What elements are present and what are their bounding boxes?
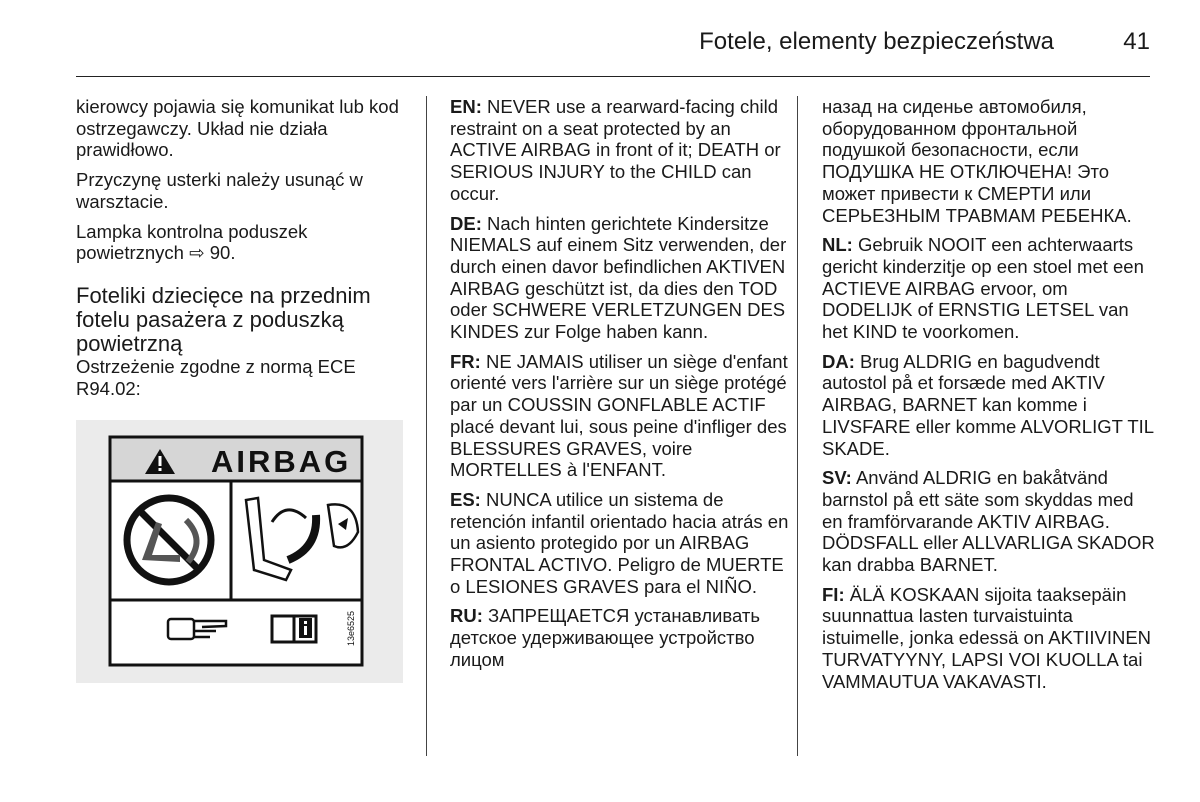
figure-code: 13e6525 xyxy=(346,610,356,646)
language-code: EN: xyxy=(450,96,482,117)
warning-text: ÄLÄ KOSKAAN sijoita taaksepäin suunnattua lasten turvaistuinta istuimelle, jonka edessä on AKTIIVINEN TURVATYYNY, LAPSI VOI KUOLLA tai VAMMAUTUA VAKAVASTI. xyxy=(822,583,1152,692)
language-code: DE: xyxy=(450,212,482,234)
column-2 xyxy=(450,96,790,679)
language-code: NL: xyxy=(822,234,853,256)
column-1 xyxy=(76,96,406,407)
warning-paragraph-continued xyxy=(822,96,1157,226)
warning-paragraph xyxy=(450,489,790,598)
subheading: Foteliki dziecięce na przednim fotelu pasażera z poduszką powietrzną xyxy=(76,282,371,356)
warning-text: Gebruik NOOIT een achterwaarts gericht kinderzitje op een stoel met een ACTIEVE AIRBAG ervoor, om DODELIJK of ERNSTIG LETSEL van het KIND te voorkomen. xyxy=(822,234,1144,343)
warning-paragraph xyxy=(450,96,790,205)
paragraph xyxy=(76,221,406,264)
language-code: SV: xyxy=(822,467,852,489)
warning-paragraph xyxy=(450,213,790,343)
warning-text: Brug ALDRIG en bagudvendt autostol på et forsæde med AKTIV AIRBAG, BARNET kan komme i LIVSFARE eller komme ALVORLIGT TIL SKADE. xyxy=(822,350,1154,459)
warning-text: назад на сиденье автомобиля, оборудованном фронтальной подушкой безопасности, если ПОДУШКА НЕ ОТКЛЮЧЕНА! Это может привести к СМЕРТИ или СЕРЬЕЗНЫМ ТРАВМАМ РЕБЕНКА. xyxy=(822,96,1132,226)
warning-paragraph xyxy=(822,234,1157,343)
warning-paragraph xyxy=(450,605,790,670)
warning-text: Använd ALDRIG en bakåtvänd barnstol på ett säte som skyddas med en framförvarande AKTIV AIRBAG. DÖDSFALL eller ALLVARLIGA SKADOR kan drabba BARNET. xyxy=(822,467,1155,576)
warning-paragraph xyxy=(822,584,1157,693)
airbag-label-text: AIRBAG xyxy=(211,444,352,479)
paragraph: Ostrzeżenie zgodne z normą ECE R94.02: xyxy=(76,355,356,399)
column-divider xyxy=(426,96,427,756)
language-code: FI: xyxy=(822,583,845,605)
warning-text: NE JAMAIS utiliser un siège d'enfant orienté vers l'arrière sur un siège protégé par un COUSSIN GONFLABLE ACTIF placé devant lui, sous peine d'infliger des BLESSURES GRAVES, voire MORTELLES à l'ENFANT. xyxy=(450,350,788,481)
page-number: 41 xyxy=(1123,28,1150,55)
warning-paragraph xyxy=(822,351,1157,460)
cross-reference-icon: ⇨ xyxy=(189,242,205,264)
language-code: DA: xyxy=(822,350,855,372)
airbag-warning-label-figure xyxy=(76,420,403,683)
language-code: RU: xyxy=(450,605,483,627)
language-code: FR: xyxy=(450,350,481,372)
warning-paragraph xyxy=(450,351,790,481)
warning-text: NEVER use a rearward-facing child restraint on a seat protected by an ACTIVE AIRBAG in front of it; DEATH or SERIOUS INJURY to the CHILD can occur. xyxy=(450,96,781,204)
warning-text: Nach hinten gerichtete Kindersitze NIEMALS auf einem Sitz verwenden, der durch einen davor befindlichen AKTIVEN AIRBAG geschützt ist, da dies den TOD oder SCHWERE VERLETZUNGEN DES KINDES zur Folge haben kann. xyxy=(450,212,787,343)
page-header xyxy=(76,24,1150,77)
paragraph: kierowcy pojawia się komunikat lub kod ostrzegawczy. Układ nie działa prawidłowo. xyxy=(76,96,399,161)
warning-paragraph xyxy=(822,467,1157,576)
column-divider xyxy=(797,96,798,756)
paragraph-text: Lampka kontrolna poduszek powietrznych xyxy=(76,220,308,264)
column-3 xyxy=(822,96,1157,700)
warning-text: NUNCA utilice un sistema de retención infantil orientado hacia atrás en un asiento protegido por un AIRBAG FRONTAL ACTIVO. Peligro de MUERTE o LESIONES GRAVES para el NIÑO. xyxy=(450,488,789,597)
section-title: Fotele, elementy bezpieczeństwa xyxy=(699,28,1054,55)
page-reference: 90. xyxy=(209,242,236,264)
paragraph: Przyczynę usterki należy usunąć w warsztacie. xyxy=(76,169,363,212)
warning-text: ЗАПРЕЩАЕТСЯ устанавливать детское удерживающее устройство лицом xyxy=(450,605,760,670)
language-code: ES: xyxy=(450,488,481,510)
